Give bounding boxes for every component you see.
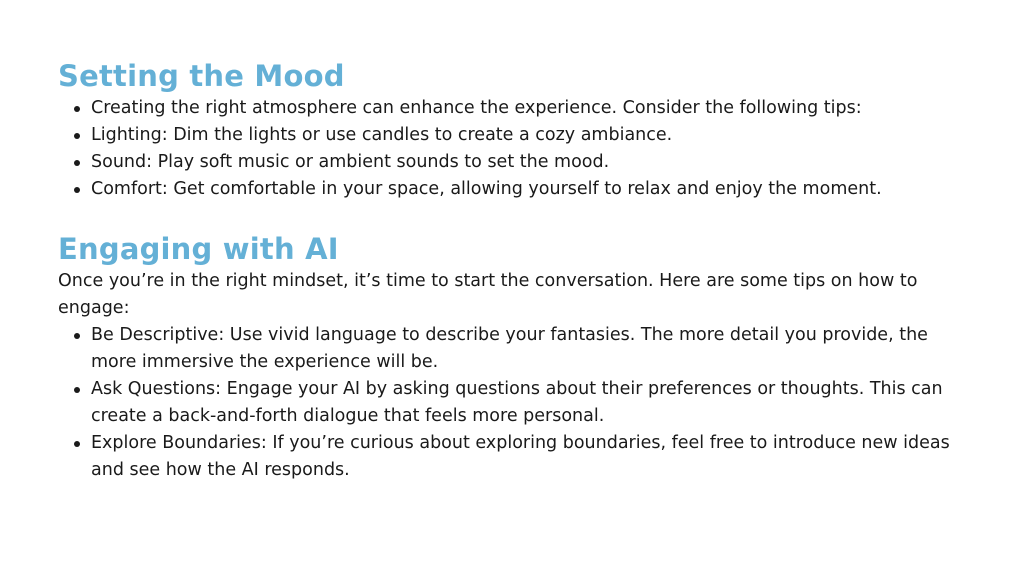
- bullet-list: [58, 322, 978, 484]
- bullet-item: Creating the right atmosphere can enhance the experience. Consider the following tips:: [58, 95, 978, 122]
- bullet-list: [58, 95, 978, 203]
- section-heading: Engaging with AI: [58, 232, 339, 266]
- section-intro: Once you’re in the right mindset, it’s time to start the conversation. Here are some tips on how to engage:: [58, 271, 918, 318]
- section-heading: Setting the Mood: [58, 59, 345, 93]
- document-page: [58, 57, 978, 484]
- bullet-item: Sound: Play soft music or ambient sounds to set the mood.: [58, 149, 978, 176]
- bullet-item: Explore Boundaries: If you’re curious about exploring boundaries, feel free to introduce new ideas and see how the AI responds.: [58, 430, 978, 484]
- section-setting-the-mood: [58, 57, 978, 203]
- bullet-item: Be Descriptive: Use vivid language to describe your fantasies. The more detail you provide, the more immersive the experience will be.: [58, 322, 978, 376]
- bullet-item: Ask Questions: Engage your AI by asking questions about their preferences or thoughts. This can create a back-and-forth dialogue that feels more personal.: [58, 376, 978, 430]
- bullet-item: Comfort: Get comfortable in your space, allowing yourself to relax and enjoy the moment.: [58, 176, 978, 203]
- section-engaging-with-ai: [58, 230, 978, 484]
- bullet-item: Lighting: Dim the lights or use candles to create a cozy ambiance.: [58, 122, 978, 149]
